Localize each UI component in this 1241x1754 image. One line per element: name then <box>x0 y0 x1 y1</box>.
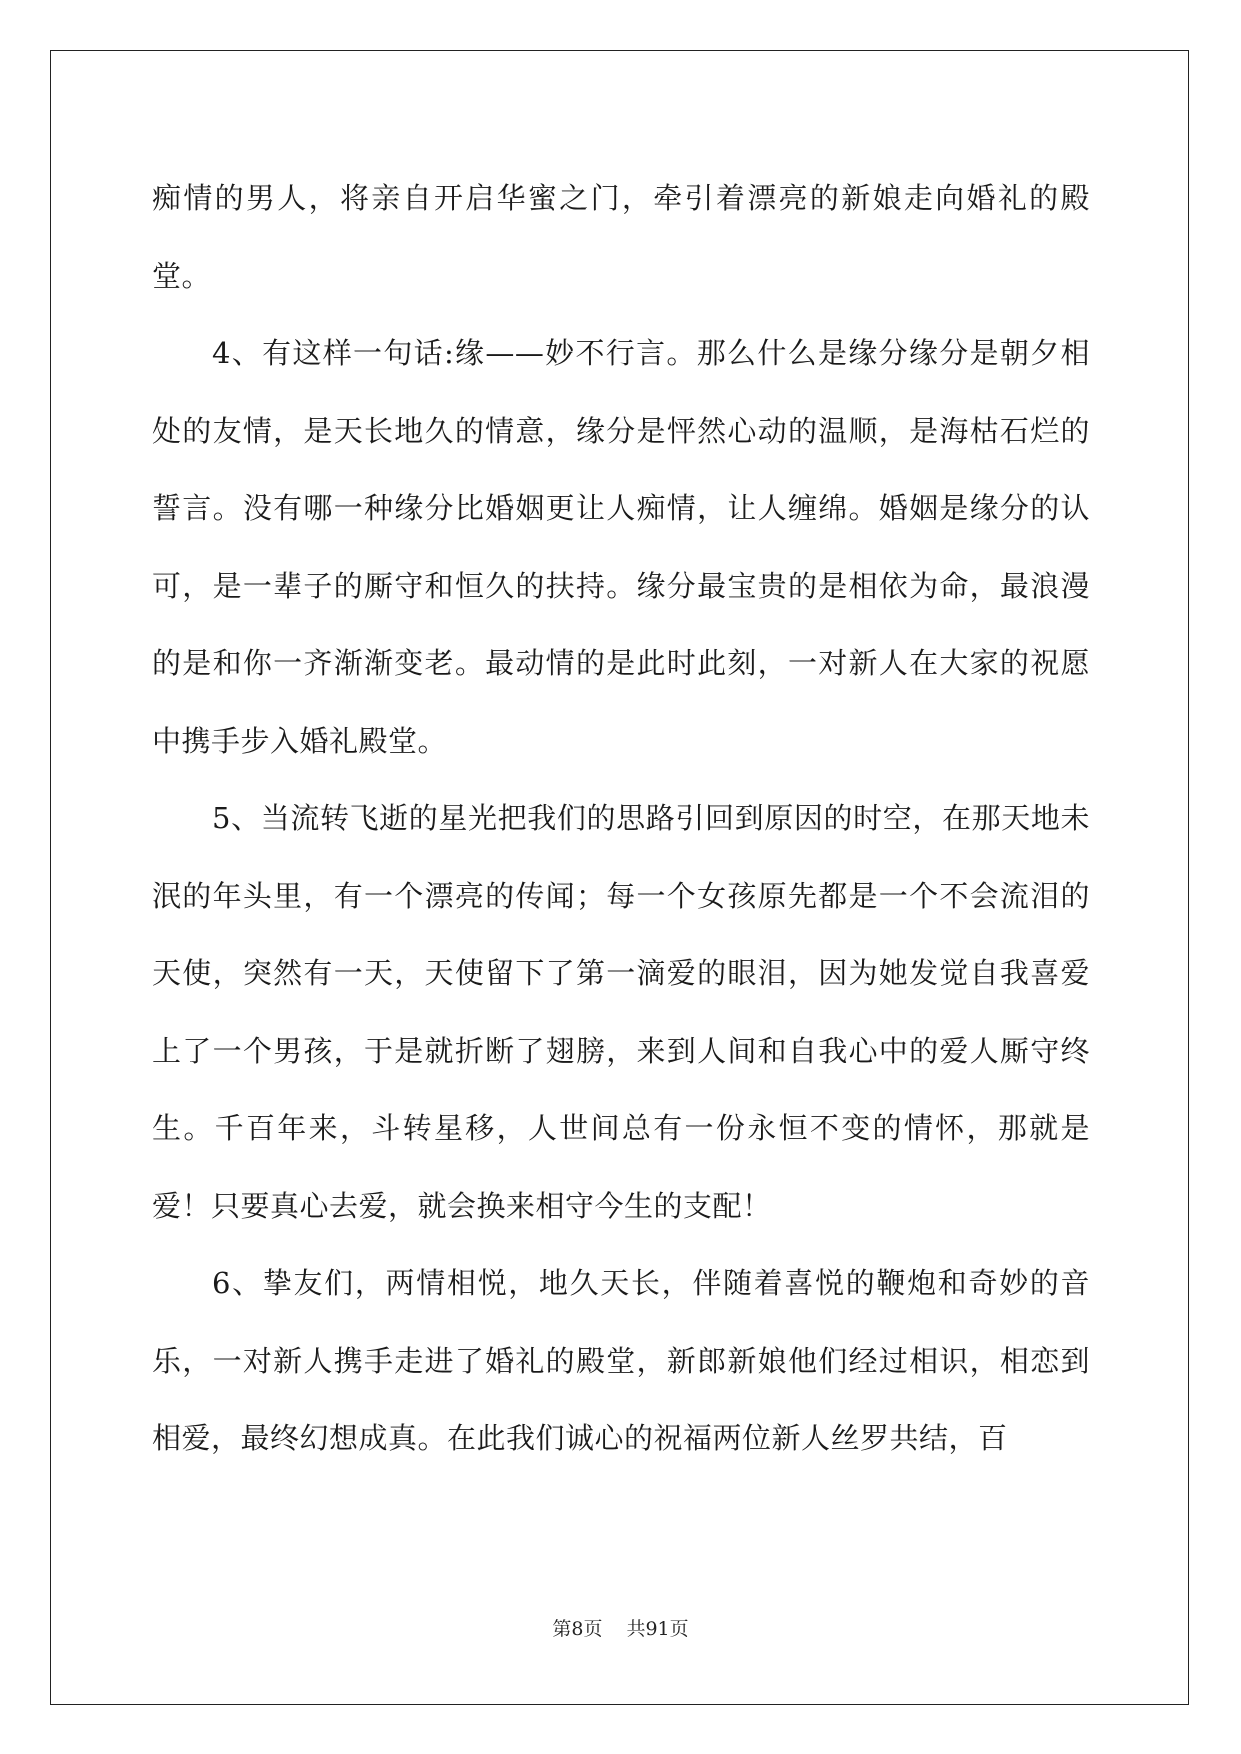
paragraph-6: 6、挚友们，两情相悦，地久天长，伴随着喜悦的鞭炮和奇妙的音乐，一对新人携手走进了婚礼的殿堂，新郎新娘他们经过相识，相恋到相爱，最终幻想成真。在此我们诚心的祝福两位新人丝罗共结，百 <box>152 1266 1090 1455</box>
paragraph-5: 5、当流转飞逝的星光把我们的思路引回到原因的时空，在那天地未泯的年头里，有一个漂亮的传闻；每一个女孩原先都是一个不会流泪的天使，突然有一天，天使留下了第一滴爱的眼泪，因为她发觉自我喜爱上了一个男孩，于是就折断了翅膀，来到人间和自我心中的爱人厮守终生。千百年来，斗转星移，人世间总有一份永恒不变的情怀，那就是爱！只要真心去爱，就会换来相守今生的支配！ <box>152 801 1090 1223</box>
page-footer <box>0 1614 1241 1641</box>
current-page-number: 第8页 <box>552 1618 603 1640</box>
paragraph-4: 4、有这样一句话:缘——妙不行言。那么什么是缘分缘分是朝夕相处的友情，是天长地久的情意，缘分是怦然心动的温顺，是海枯石烂的誓言。没有哪一种缘分比婚姻更让人痴情，让人缠绵。婚姻是缘分的认可，是一辈子的厮守和恒久的扶持。缘分最宝贵的是相依为命，最浪漫的是和你一齐渐渐变老。最动情的是此时此刻，一对新人在大家的祝愿中携手步入婚礼殿堂。 <box>152 336 1090 758</box>
paragraph-continued: 痴情的男人，将亲自开启华蜜之门，牵引着漂亮的新娘走向婚礼的殿堂。 <box>152 181 1090 293</box>
document-body <box>152 160 1090 1478</box>
total-pages: 共91页 <box>626 1618 689 1640</box>
